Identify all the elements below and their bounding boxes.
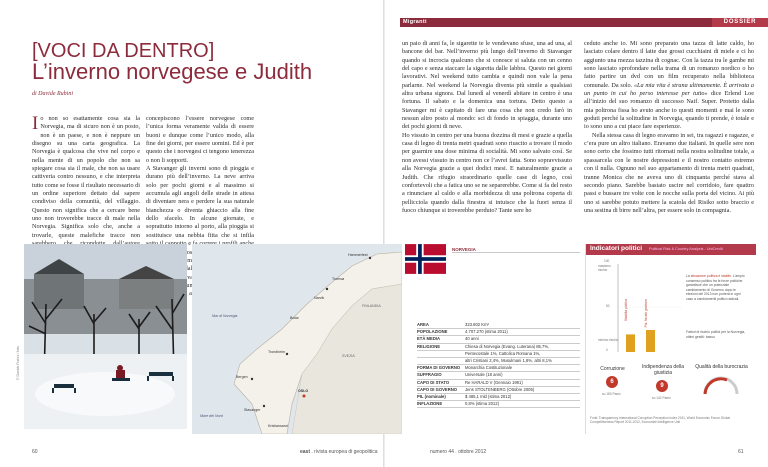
- factsheet-key: ETÀ MEDIA: [417, 336, 441, 342]
- factsheet-row: [417, 336, 580, 343]
- map-label: Hammerfest: [348, 253, 368, 257]
- factsheet-key: RELIGIONE: [417, 343, 441, 349]
- indicators-title: Indicatori politici: [590, 245, 643, 252]
- country-factsheet: [405, 244, 580, 434]
- factsheet-key: CAPO DI STATO: [417, 379, 450, 385]
- map-label: Trondheim: [268, 350, 286, 354]
- factsheet-value: Universale (18 anni): [465, 372, 503, 378]
- magazine-name: east . rivista europea di geopolitica: [300, 449, 378, 455]
- axis-bottom-value: 0: [606, 348, 608, 352]
- map-label-country: FINLANDIA: [362, 304, 381, 308]
- factsheet-row: [417, 358, 580, 365]
- article-byline: di Davide Rubini: [32, 91, 73, 97]
- factsheet-value: 323.802 Km²: [465, 322, 489, 327]
- factsheet-title: NORVEGIA: [452, 247, 476, 252]
- factsheet-value: Chiesa di Norvegia (Evang. Luterana) 85,7%,: [465, 343, 550, 349]
- section-bar: [400, 18, 712, 27]
- factsheet-row: [417, 365, 580, 372]
- gauge-label-justice: Indipendenza della giustizia: [642, 364, 684, 376]
- axis-top-value: 100: [604, 259, 610, 263]
- article-kicker: [VOCI DA DENTRO]: [32, 40, 215, 62]
- factsheet-value: Re HARALD V (Gennaio 1991): [465, 379, 523, 385]
- map-label-sea: Mare del Nord: [200, 414, 223, 418]
- snow-park-photo: [24, 244, 187, 429]
- political-indicators-panel: [585, 244, 756, 434]
- map-label: Bergen: [236, 375, 248, 379]
- factsheet-row: [417, 329, 580, 336]
- drop-cap: I: [32, 113, 39, 134]
- factsheet-value: Pentecostale 1%, Cattolica Romana 1%,: [465, 350, 541, 356]
- bar2-label: Pol. fiscale gestione: [644, 299, 648, 328]
- left-page-number: 60: [32, 449, 38, 455]
- issue-info: numero 44 . ottobre 2012: [430, 449, 487, 455]
- article-headline: L’inverno norvegese e Judith: [32, 59, 313, 84]
- factsheet-row: [417, 372, 580, 379]
- map-label: Tromsø: [332, 277, 345, 281]
- axis-bottom-label: minimo rischio: [598, 338, 619, 342]
- map-label: Kristiansand: [268, 424, 288, 428]
- factsheet-row: [417, 344, 580, 351]
- factsheet-key: CAPO DI GOVERNO: [417, 386, 458, 392]
- factsheet-row: [417, 351, 580, 358]
- factsheet-key: INFLAZIONE: [417, 401, 443, 407]
- section-label: Migranti: [403, 19, 427, 25]
- axis-mid-value: 50: [606, 304, 610, 308]
- map-label: Bodø: [290, 316, 299, 320]
- factsheet-key: POPOLAZIONE: [417, 329, 448, 335]
- factsheet-table: [417, 322, 580, 408]
- risk-factors-note: Fattori di rischio politici per la Norvegia, ottimi gestiti: basso: [686, 330, 746, 339]
- map-label-sea: Mar di Norvegia: [212, 314, 238, 318]
- column-2-text: concepiscono l’essere norvegese come l’unica forma veramente valida di essere buoni e dunque come l’unico modo, alla fine dei giorni, per essere uomini. Ed è per questo che i norvegesi ci tengono tenerezza o non li sopporti. A Stavanger gli inverni sono di pioggia e durano più dell’inverno. La neve arriva solo per pochi giorni e al massimo si accumula agli angoli delle strade in attesa di diventare nera e perdere la sua naturale bianchezza o diventa ghiaccio alla fine dello sfacelo. In alcune giornate, e soprattutto intorno al porto, alla pioggia si sostituisce una nebbia fitta che si infila e dalla fuma: [146, 115, 254, 289]
- text-column-3: [402, 40, 572, 215]
- map-label: Stavanger: [244, 408, 261, 412]
- bar-political-stability: [626, 334, 635, 352]
- column-4-para-1: ceduto anche io. Mi sono preparato una tazza di latte caldo, ho lasciato colare dentro il latte due grossi cucchiaini di miele e ci ho aggiunto una mezza tazzina di cognac. Con la tazza tra le gambe mi sono lasciato sprofondare nella trama di un romanzo nordico o ho fatto partire un dvd con un film recuperato nella biblioteca comunale. Da solo. «La mia vita è strana ultimamente. È arrivata a un punto in cui ho perso interesse per tutto» dice Erlend Loe all’inizio del suo romanzo di successo Naif. Super. Protetto dalla mia poltrona fissa ho avuto anche io questi momenti e mai le sono goduti perché la solitudine in Norvegia, quando ti prende, è totale e io sono uno a cui piace fare esperienze.: [584, 40, 755, 131]
- factsheet-key: SUFFRAGIO: [417, 372, 442, 378]
- factsheet-row: [417, 394, 580, 401]
- factsheet-key: FORMA DI GOVERNO: [417, 365, 461, 371]
- bureaucracy-gauge-icon: [701, 376, 741, 396]
- factsheet-value: 0,8% (stima 2012): [465, 401, 499, 407]
- factsheet-value: altri Cristiani 2,4%, Musulmani 1,8%, altri 8,1%: [465, 358, 552, 364]
- factsheet-row: [417, 401, 580, 408]
- factsheet-row: [417, 380, 580, 387]
- factsheet-value: Monarchia Costituzionale: [465, 365, 513, 371]
- map-label-capital: OSLO: [298, 389, 309, 393]
- gauge-label-corruption: Corruzione: [600, 366, 625, 372]
- norway-map: [192, 244, 402, 434]
- axis-top-label: massimo rischio: [598, 264, 611, 272]
- factsheet-rule: [452, 252, 580, 253]
- factsheet-row: [417, 322, 580, 329]
- gauge-value-corruption: 6: [606, 376, 618, 388]
- bar1-label: Stabilità politica: [624, 299, 628, 322]
- factsheet-value: $ 485,1 mld (stima 2012): [465, 394, 512, 400]
- map-label-country: SVEZIA: [342, 354, 355, 358]
- column-3-text: un paio di anni fa, le sigarette te le vendevano sfuse, una ad una, al bancone del bar. Nell’inverno più lungo dell’inverno di Stavanger quando si incrocia qualcuno che si conosce si saluta con un cenno del capo e senza staccare la sigaretta dalle labbra. Questo nei giorni lavorativi. Nel weekend tutto cambia e quindi non vale la pena parlarne. Nel weekend la Norvegia diventa più simile a qualsiasi altra urbana signora. Dal lunedì al venerdì abitare in centro è una fortuna. Il sabato e la domenica una tortura. Detto questo a Stavanger mi è capitato di fare una cosa che non credo farò in nessun altro posto al mondo: sci di fondo in spiaggia, durante uno dei pochi giorni di neve. Ho vissuto in centro per una buona dozzina di mesi e grazie a quella casa di legno di trenta metri quadrati sono riuscito a trovare il modo per guarnire una dose minima di socialità. Mi sono salvato così. Se non avessi vissuto in centro non ce l’avrei fatta. Sono sopravvissuto alla Norvegia grazie a quei dodici mesi. E naturalmente grazie a Judith. Che rifugio straordinario quelle case di legno, così confortevoli che a fatica uno se ne separerebbe. Come si fa del resto a rinunciare al caldo e alla morbidezza di una poltrona coperta di pellicciola quando dalla finestra si intuisce che la fuori senza il fuoco chiunque si troverebbe perduto? Tante sere ho: [402, 40, 572, 214]
- gauge-value-justice: 9: [656, 380, 668, 392]
- norway-flag-icon: [405, 244, 446, 274]
- factsheet-value: 4.707.270 (stima 2011): [465, 329, 508, 335]
- indicators-subtitle: Political Risk & Country Analysis - UniCredit: [649, 247, 723, 251]
- right-page-number: 61: [738, 449, 744, 455]
- bar-fiscal-management: [646, 330, 655, 352]
- gauge-label-bureaucracy: Qualità della burocrazia: [695, 364, 748, 370]
- dossier-label: DOSSIER: [723, 19, 757, 25]
- column-1-text: o non so esattamente cosa sia la Norvegia, ma di sicuro non è un posto, non è un paese, e non è neppure un disegno su una carta geografica. La Norvegia è qualcosa che vive nel corpo e nella mente di un popolo che non sa spiegare cosa sia il male, che non sa usare cattiveria contro nessuno, e che interpreta tutto come se fosse il risultato necessario di un ordine superiore dettato dal sapere condiviso della comunità, del villaggio. Questo non significa che a cercare bene uno non troverebbe tracce di male nella Norvegia. Significa solo che, anche a trovarle, queste malefiche tracce non: [32, 115, 140, 239]
- factsheet-key: AREA: [417, 322, 429, 327]
- map-label: Narvik: [314, 296, 325, 300]
- gauge-note-corruption: su 183 Paesi: [602, 392, 621, 396]
- factsheet-row: [417, 387, 580, 394]
- photo-credit: © Davide Rubini / foto: [16, 345, 20, 380]
- gauge-note-justice: su 142 Paesi: [652, 396, 671, 400]
- factsheet-key: PIL (nominale): [417, 394, 446, 400]
- indicators-source: Fonti: Transparency International Corruption Perception Index 2011, World Economic Forum Global Competitiveness Report 2011-2012, Economist Intelligence Unit: [590, 416, 731, 424]
- factsheet-value: Jens STOLTENBERG (Ottobre 2005): [465, 386, 535, 392]
- column-4-para-2: Nella stessa casa di legno eravamo in sei, tra ragazzi e ragazze, e c’era pure un altro italiano. Eravamo due italiani. In quelle sere non sono certo che fossimo tutti ritornati nella nostra solitudine totale, a spassarcela con le nostre depressioni e il nostro contatto estremo con il nulla. Ognuno nel suo appartamento di trenta metri quadrati, tranne Monica che ne aveva uno di cinquanta perché stava al secondo piano. Sarebbe bastato uscire nel corridoio, fare quattro passi e bussare tre volte con le nocche sulla porta del vicino. Ai più uno si sarebbe potuto mettere la scatola del Risiko sotto braccio e una sestina di birre nell’altra, per essere solo in compagnia.: [584, 131, 754, 214]
- indicators-description: La situazione politica è stabile. L’ampio consenso politico fra le forze politiche garantisce che un potenziale cambiamento di Governo dopo le elezioni del 2013 non porterà in ogni caso a cambiamenti politici radicali.: [686, 274, 745, 301]
- factsheet-key: [417, 358, 465, 364]
- factsheet-key: [417, 351, 465, 357]
- text-column-4: [584, 40, 754, 215]
- factsheet-value: 40 anni: [465, 336, 479, 342]
- quote-text: «La mia vita è strana ultimamente. È arrivata a un punto in cui ho perso interesse per tutto»: [584, 81, 754, 98]
